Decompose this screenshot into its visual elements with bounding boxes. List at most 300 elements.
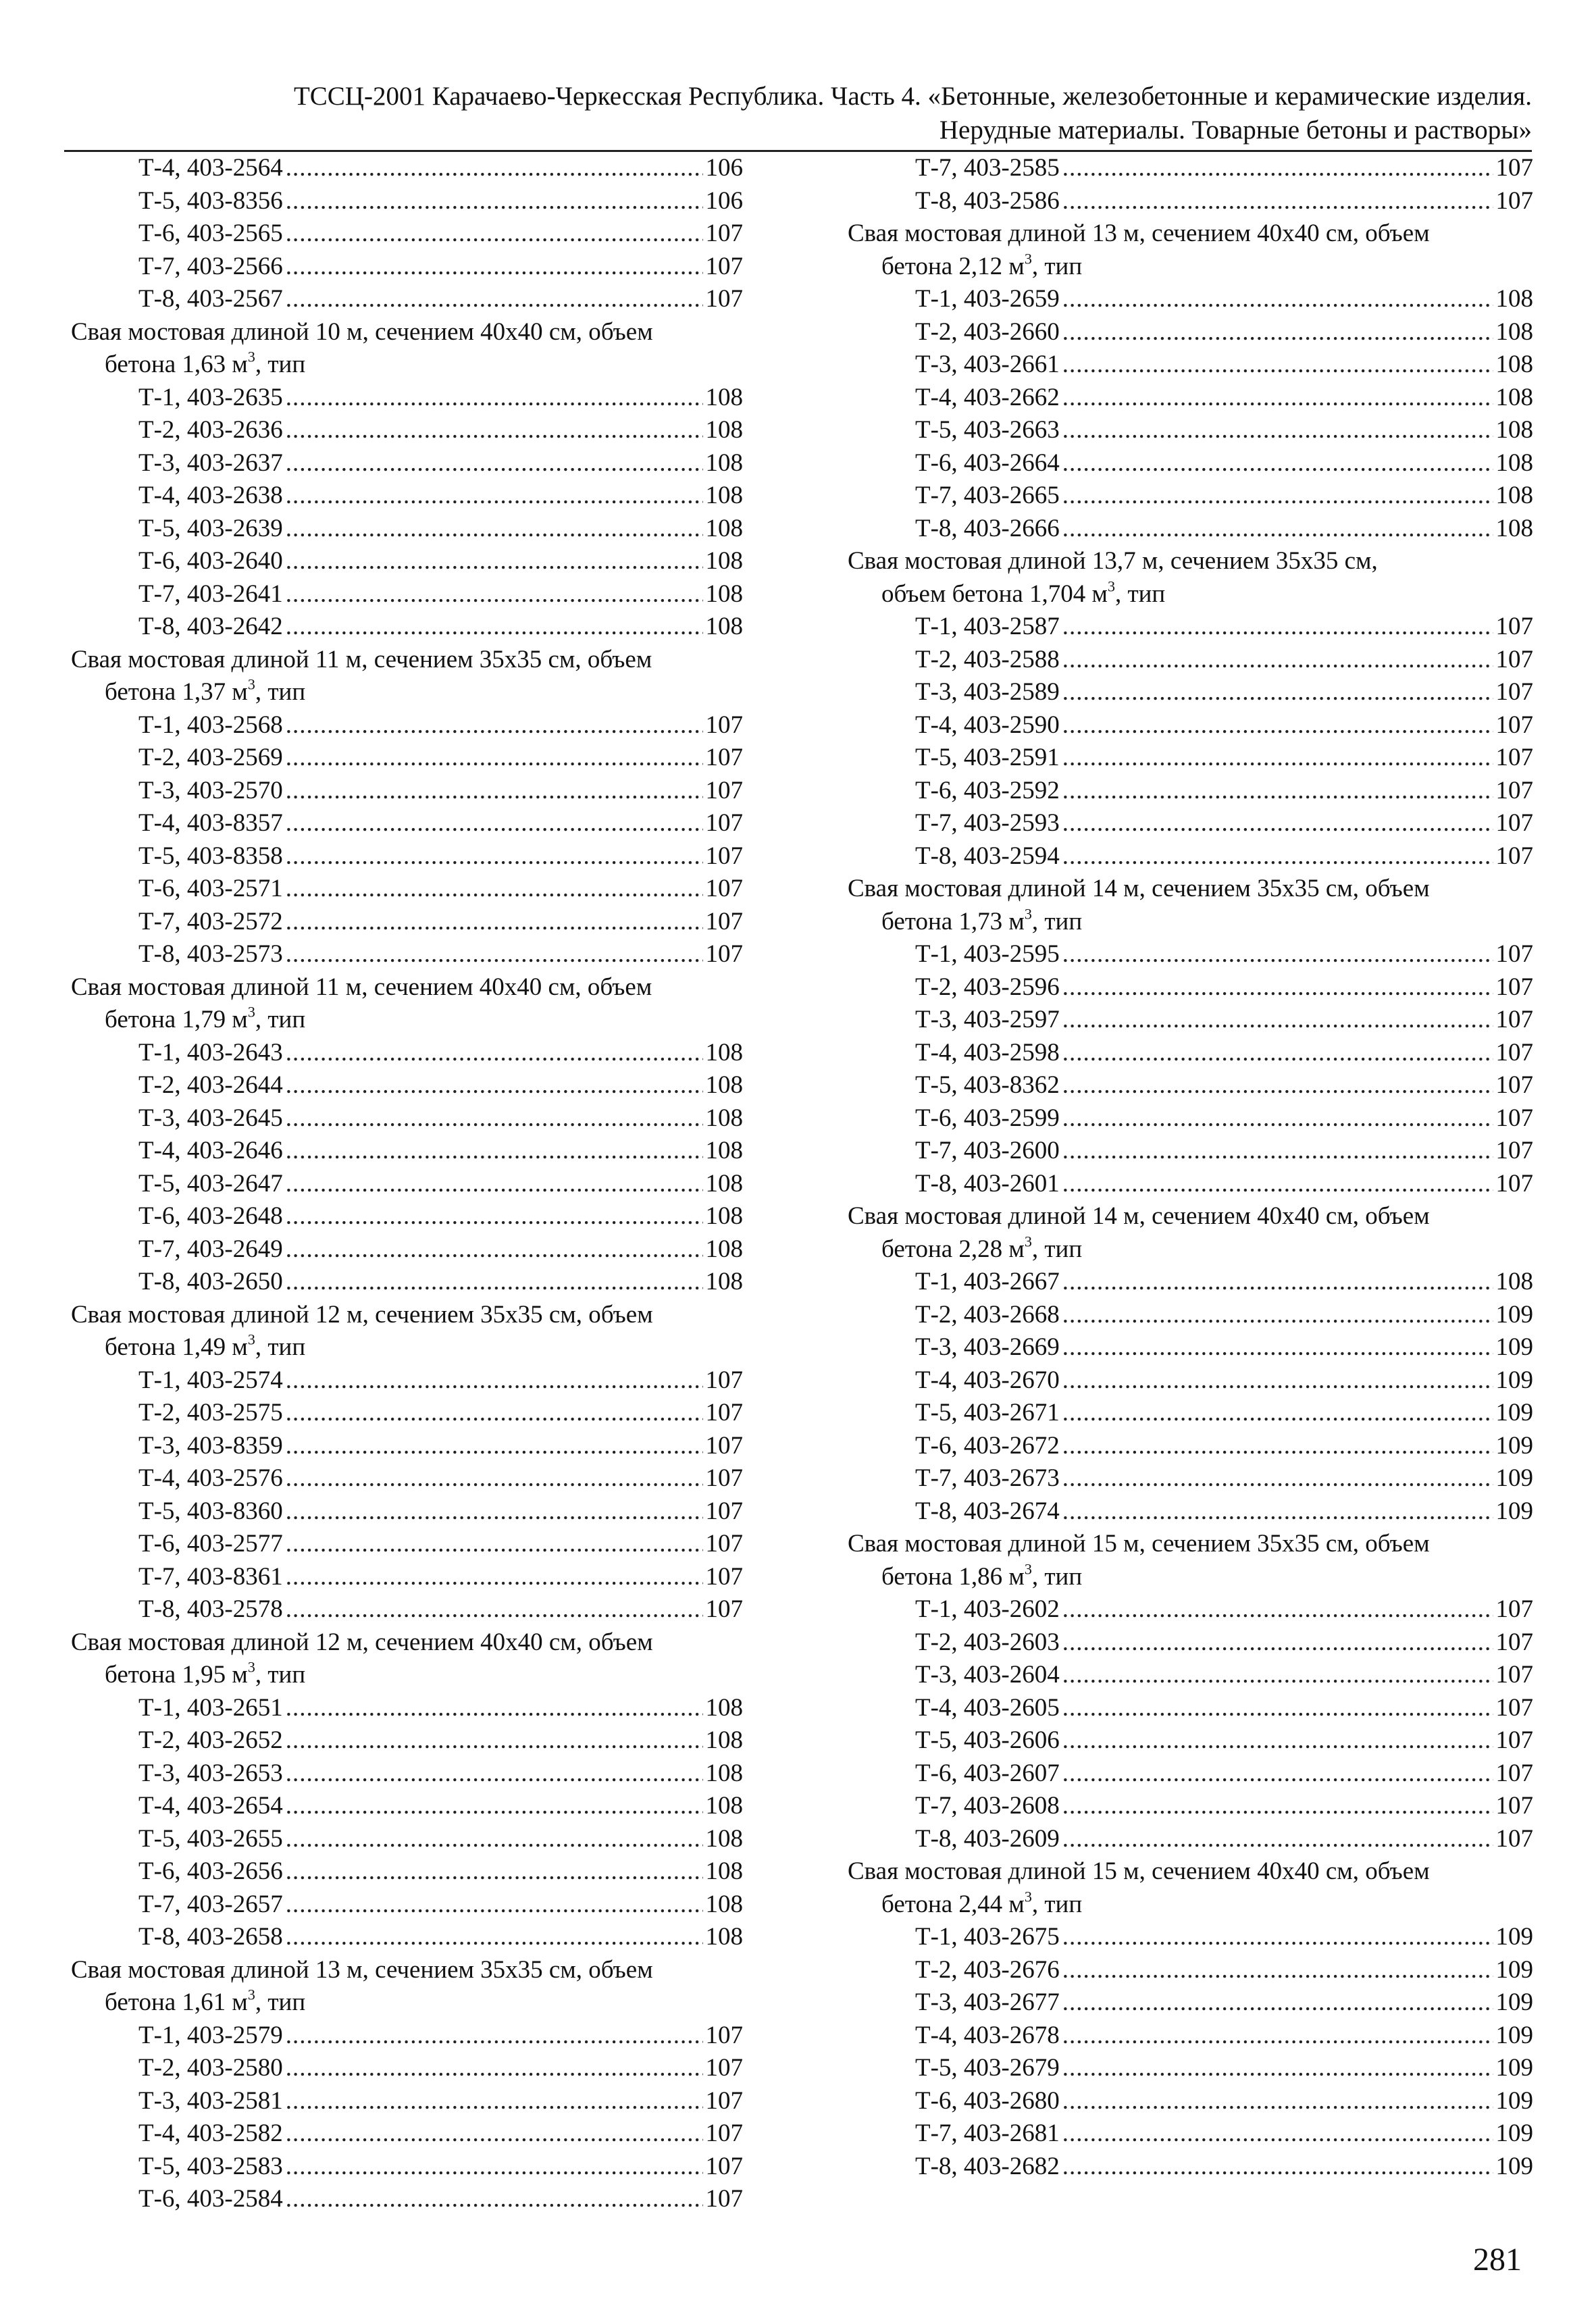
dot-leader (1062, 1462, 1493, 1495)
entry-code: Т-4, 403-2654 (138, 1792, 283, 1820)
index-entry (71, 709, 743, 742)
dot-leader (1062, 2052, 1493, 2085)
entry-code: Т-4, 403-2670 (915, 1366, 1060, 1394)
index-entry (71, 185, 743, 218)
running-header (64, 76, 1532, 152)
dot-leader (286, 1102, 703, 1135)
entry-code: Т-5, 403-8358 (138, 842, 283, 870)
dot-leader (1062, 1069, 1493, 1102)
entry-page-number: 108 (1495, 285, 1533, 313)
dot-leader (286, 1528, 703, 1561)
entry-page-number: 109 (1495, 1431, 1533, 1460)
entry-page-number: 107 (705, 1595, 743, 1623)
index-entry (71, 1495, 743, 1528)
dot-leader (1062, 185, 1493, 218)
index-entry (71, 513, 743, 546)
dot-leader (1062, 283, 1493, 316)
entry-page-number: 106 (705, 154, 743, 182)
entry-page-number: 108 (705, 383, 743, 411)
index-entry (71, 217, 743, 251)
index-entry (848, 2052, 1533, 2085)
section-title: Свая мостовая длиной 13,7 м, сечением 35х35 см, (848, 547, 1378, 575)
index-entry (71, 1397, 743, 1430)
section-title-text: бетона 1,79 м (105, 1006, 248, 1033)
section-title-text: бетона 2,44 м (881, 1890, 1025, 1918)
cubic-superscript: 3 (1107, 577, 1115, 595)
entry-code: Т-5, 403-2583 (138, 2152, 283, 2180)
index-entry (71, 382, 743, 415)
dot-leader (286, 382, 703, 415)
entry-page-number: 108 (1495, 351, 1533, 378)
entry-page-number: 108 (705, 1824, 743, 1853)
section-title: Свая мостовая длиной 14 м, сечением 35х35 см, объем (848, 875, 1430, 902)
index-entry (71, 480, 743, 513)
entry-code: Т-3, 403-2637 (138, 448, 283, 477)
entry-code: Т-2, 403-2575 (138, 1399, 283, 1426)
dot-leader (1062, 1168, 1493, 1201)
index-entry (848, 1266, 1533, 1299)
index-entry (848, 742, 1533, 775)
cubic-superscript: 3 (247, 1658, 255, 1676)
index-entry (71, 611, 743, 644)
entry-code: Т-1, 403-2667 (915, 1268, 1060, 1295)
entry-code: Т-7, 403-2665 (915, 482, 1060, 509)
entry-code: Т-7, 403-2566 (138, 252, 283, 280)
dot-leader (1062, 349, 1493, 382)
dot-leader (286, 283, 703, 316)
entry-code: Т-5, 403-2606 (915, 1726, 1060, 1754)
entry-page-number: 107 (705, 1530, 743, 1558)
index-entry (848, 1593, 1533, 1626)
section-title-continued (71, 1331, 743, 1364)
dot-leader (1062, 1135, 1493, 1168)
entry-page-number: 107 (1495, 186, 1533, 215)
section-title: Свая мостовая длиной 13 м, сечением 35х35 см, объем (71, 1955, 653, 1984)
dot-leader (1062, 414, 1493, 447)
index-entry (71, 578, 743, 611)
entry-page-number: 107 (705, 1431, 743, 1460)
index-entry (71, 807, 743, 840)
dot-leader (1062, 1724, 1493, 1757)
dot-leader (286, 1266, 703, 1299)
entry-code: Т-8, 403-2586 (915, 186, 1060, 215)
entry-code: Т-6, 403-2599 (915, 1104, 1060, 1132)
index-entry (848, 1790, 1533, 1823)
entry-page-number: 107 (1495, 1628, 1533, 1656)
entry-code: Т-6, 403-2640 (138, 547, 283, 575)
index-entry (71, 152, 743, 185)
entry-code: Т-8, 403-2567 (138, 285, 283, 313)
dot-leader (1062, 2020, 1493, 2053)
index-column-left (71, 152, 743, 2216)
index-entry (848, 1954, 1533, 1987)
entry-code: Т-1, 403-2651 (138, 1693, 283, 1722)
index-entry (71, 938, 743, 971)
index-entry (71, 545, 743, 578)
section-title-text: бетона 1,73 м (881, 907, 1025, 935)
dot-leader (286, 1692, 703, 1725)
index-entry (71, 2052, 743, 2085)
index-entry (71, 906, 743, 939)
dot-leader (1062, 1954, 1493, 1987)
dot-leader (286, 1397, 703, 1430)
entry-page-number: 107 (1495, 645, 1533, 673)
entry-page-number: 107 (1495, 1595, 1533, 1623)
index-entry (848, 1102, 1533, 1135)
entry-code: Т-4, 403-2662 (915, 383, 1060, 411)
entry-code: Т-3, 403-2669 (915, 1333, 1060, 1361)
entry-page-number: 107 (1495, 1038, 1533, 1066)
index-entry (848, 611, 1533, 644)
cubic-superscript: 3 (247, 348, 255, 365)
entry-page-number: 107 (705, 2021, 743, 2049)
entry-page-number: 108 (1495, 514, 1533, 542)
entry-page-number: 107 (1495, 711, 1533, 739)
index-entry (71, 414, 743, 447)
dot-leader (286, 1069, 703, 1102)
entry-page-number: 107 (705, 1464, 743, 1492)
entry-page-number: 107 (705, 842, 743, 870)
entry-page-number: 109 (1495, 1366, 1533, 1394)
entry-page-number: 108 (705, 1235, 743, 1263)
dot-leader (1062, 1659, 1493, 1692)
entry-page-number: 107 (705, 744, 743, 771)
dot-leader (286, 709, 703, 742)
section-title-continued (848, 1233, 1533, 1266)
entry-page-number: 107 (705, 2086, 743, 2115)
entry-page-number: 108 (705, 1792, 743, 1820)
index-entry (71, 1855, 743, 1888)
dot-leader (286, 938, 703, 971)
entry-page-number: 108 (1495, 317, 1533, 346)
entry-page-number: 107 (705, 2185, 743, 2213)
dot-leader (286, 2020, 703, 2053)
entry-page-number: 107 (1495, 154, 1533, 182)
dot-leader (1062, 709, 1493, 742)
entry-code: Т-1, 403-2675 (915, 1923, 1060, 1951)
dot-leader (1062, 1593, 1493, 1626)
entry-page-number: 107 (705, 252, 743, 280)
dot-leader (286, 513, 703, 546)
cubic-superscript: 3 (247, 675, 255, 693)
entry-page-number: 108 (705, 482, 743, 509)
entry-page-number: 108 (705, 1857, 743, 1885)
index-entry (71, 2151, 743, 2184)
dot-leader (1062, 1102, 1493, 1135)
dot-leader (1062, 1823, 1493, 1856)
entry-page-number: 107 (705, 285, 743, 313)
index-entry (71, 1037, 743, 1070)
section-title-text: бетона 1,49 м (105, 1333, 248, 1361)
entry-page-number: 107 (705, 1497, 743, 1525)
dot-leader (1062, 2151, 1493, 2184)
entry-code: Т-6, 403-2571 (138, 875, 283, 902)
entry-page-number: 108 (705, 547, 743, 575)
entry-code: Т-1, 403-2659 (915, 285, 1060, 313)
cubic-superscript: 3 (1024, 1888, 1032, 1905)
dot-leader (286, 1233, 703, 1266)
entry-code: Т-3, 403-2645 (138, 1104, 283, 1132)
dot-leader (286, 480, 703, 513)
index-entry (848, 938, 1533, 971)
dot-leader (286, 2117, 703, 2151)
entry-code: Т-3, 403-2661 (915, 351, 1060, 378)
index-entry (71, 742, 743, 775)
dot-leader (1062, 447, 1493, 480)
header-line-1: ТССЦ-2001 Карачаево-Черкесская Республика. Часть 4. «Бетонные, железобетонные и керамические изделия. (293, 82, 1532, 111)
section-title: Свая мостовая длиной 11 м, сечением 35х35 см, объем (71, 645, 652, 673)
entry-code: Т-3, 403-8359 (138, 1431, 283, 1460)
index-entry (848, 316, 1533, 349)
entry-page-number: 108 (1495, 416, 1533, 444)
index-entry (848, 1823, 1533, 1856)
index-entry (71, 2183, 743, 2216)
section-title-text: бетона 1,63 м (105, 351, 248, 378)
entry-page-number: 109 (1495, 2054, 1533, 2082)
entry-code: Т-7, 403-2681 (915, 2119, 1060, 2147)
cubic-superscript: 3 (247, 1331, 255, 1348)
entry-page-number: 107 (1495, 809, 1533, 837)
page-number: 281 (1473, 2242, 1522, 2278)
index-entry (848, 1299, 1533, 1332)
entry-code: Т-8, 403-2658 (138, 1923, 283, 1951)
entry-code: Т-7, 403-2649 (138, 1235, 283, 1263)
entry-page-number: 107 (1495, 613, 1533, 640)
section-title-text: бетона 1,61 м (105, 1988, 248, 2016)
entry-page-number: 109 (1495, 2119, 1533, 2147)
index-entry (71, 283, 743, 316)
section-title: Свая мостовая длиной 12 м, сечением 40х40 см, объем (71, 1628, 653, 1656)
entry-code: Т-2, 403-2588 (915, 645, 1060, 673)
index-entry (848, 1135, 1533, 1168)
entry-code: Т-7, 403-2600 (915, 1137, 1060, 1164)
entry-page-number: 108 (705, 1759, 743, 1787)
section-title-text: бетона 2,12 м (881, 252, 1025, 280)
dot-leader (286, 1888, 703, 1922)
section-title-text: бетона 1,95 м (105, 1661, 248, 1689)
entry-code: Т-7, 403-2585 (915, 154, 1060, 182)
dot-leader (286, 1168, 703, 1201)
dot-leader (286, 1724, 703, 1757)
entry-code: Т-8, 403-2601 (915, 1169, 1060, 1198)
entry-page-number: 109 (1495, 1300, 1533, 1329)
dot-leader (286, 840, 703, 873)
entry-page-number: 107 (1495, 744, 1533, 771)
index-entry (71, 1462, 743, 1495)
entry-code: Т-3, 403-2581 (138, 2086, 283, 2115)
entry-page-number: 109 (1495, 1955, 1533, 1984)
section-title: Свая мостовая длиной 11 м, сечением 40х40 см, объем (71, 973, 652, 1001)
dot-leader (1062, 807, 1493, 840)
entry-code: Т-4, 403-2646 (138, 1137, 283, 1164)
entry-page-number: 108 (705, 1923, 743, 1951)
index-entry (848, 1626, 1533, 1660)
entry-page-number: 108 (705, 1890, 743, 1918)
section-title-suffix: , тип (1031, 1235, 1083, 1263)
dot-leader (1062, 382, 1493, 415)
entry-page-number: 107 (705, 809, 743, 837)
entry-code: Т-8, 403-2594 (915, 842, 1060, 870)
dot-leader (286, 1364, 703, 1397)
section-title-continued (848, 251, 1533, 284)
index-entry (848, 1724, 1533, 1757)
index-entry (848, 1692, 1533, 1725)
entry-page-number: 107 (1495, 1759, 1533, 1787)
dot-leader (286, 447, 703, 480)
dot-leader (1062, 1757, 1493, 1791)
dot-leader (1062, 2117, 1493, 2151)
index-entry (848, 1986, 1533, 2020)
dot-leader (286, 873, 703, 906)
entry-code: Т-8, 403-2609 (915, 1824, 1060, 1853)
entry-code: Т-3, 403-2677 (915, 1988, 1060, 2016)
entry-page-number: 109 (1495, 2152, 1533, 2180)
entry-page-number: 108 (1495, 383, 1533, 411)
index-entry (848, 2117, 1533, 2151)
entry-page-number: 108 (705, 514, 743, 542)
dot-leader (1062, 1331, 1493, 1364)
index-entry (848, 1495, 1533, 1528)
entry-code: Т-6, 403-2607 (915, 1759, 1060, 1787)
dot-leader (1062, 1626, 1493, 1660)
entry-page-number: 107 (705, 2152, 743, 2180)
dot-leader (1062, 1037, 1493, 1070)
index-entry (71, 775, 743, 808)
entry-code: Т-8, 403-2674 (915, 1497, 1060, 1525)
index-entry (848, 1364, 1533, 1397)
index-entry (848, 2085, 1533, 2118)
dot-leader (286, 906, 703, 939)
entry-code: Т-5, 403-2647 (138, 1169, 283, 1198)
index-entry (71, 2020, 743, 2053)
dot-leader (286, 2183, 703, 2216)
entry-page-number: 107 (1495, 973, 1533, 1001)
cubic-superscript: 3 (1024, 1560, 1032, 1578)
index-entry (848, 349, 1533, 382)
section-title: Свая мостовая длиной 10 м, сечением 40х40 см, объем (71, 317, 653, 346)
entry-code: Т-7, 403-2673 (915, 1464, 1060, 1492)
section-title-continued (848, 1888, 1533, 1922)
entry-page-number: 109 (1495, 2086, 1533, 2115)
entry-code: Т-6, 403-2656 (138, 1857, 283, 1885)
index-entry (71, 1724, 743, 1757)
entry-code: Т-6, 403-2565 (138, 220, 283, 247)
entry-code: Т-5, 403-2639 (138, 514, 283, 542)
entry-code: Т-4, 403-2605 (915, 1693, 1060, 1722)
index-entry (848, 447, 1533, 480)
index-entry (71, 447, 743, 480)
section-title-suffix: , тип (1031, 1562, 1083, 1591)
index-entry (71, 1364, 743, 1397)
section-title-continued (71, 1986, 743, 2020)
dot-leader (286, 545, 703, 578)
entry-page-number: 107 (1495, 1824, 1533, 1853)
section-title-continued (848, 906, 1533, 939)
index-entry (848, 840, 1533, 873)
entry-code: Т-8, 403-2682 (915, 2152, 1060, 2180)
section-title-text: объем бетона 1,704 м (881, 580, 1108, 608)
dot-leader (286, 1135, 703, 1168)
entry-code: Т-2, 403-2652 (138, 1726, 283, 1754)
entry-code: Т-3, 403-2653 (138, 1759, 283, 1787)
index-entry (848, 513, 1533, 546)
index-entry (71, 1233, 743, 1266)
dot-leader (286, 2151, 703, 2184)
index-entry (848, 2151, 1533, 2184)
entry-code: Т-6, 403-2592 (915, 776, 1060, 804)
section-title-suffix: , тип (1031, 252, 1083, 280)
dot-leader (286, 251, 703, 284)
entry-page-number: 107 (1495, 1792, 1533, 1820)
dot-leader (286, 1593, 703, 1626)
entry-page-number: 107 (705, 776, 743, 804)
section-title-text: бетона 2,28 м (881, 1235, 1025, 1263)
section-title: Свая мостовая длиной 14 м, сечением 40х40 см, объем (848, 1202, 1430, 1230)
dot-leader (286, 775, 703, 808)
entry-page-number: 108 (705, 1137, 743, 1164)
dot-leader (286, 2085, 703, 2118)
cubic-superscript: 3 (1024, 1233, 1032, 1250)
entry-page-number: 108 (705, 1038, 743, 1066)
entry-code: Т-1, 403-2602 (915, 1595, 1060, 1623)
index-entry (71, 1069, 743, 1102)
entry-code: Т-4, 403-2678 (915, 2021, 1060, 2049)
dot-leader (1062, 1430, 1493, 1463)
entry-page-number: 107 (1495, 1693, 1533, 1722)
entry-code: Т-3, 403-2597 (915, 1006, 1060, 1033)
index-entry (848, 1921, 1533, 1954)
entry-code: Т-3, 403-2570 (138, 776, 283, 804)
index-entry (848, 1037, 1533, 1070)
entry-page-number: 108 (705, 1726, 743, 1754)
entry-code: Т-2, 403-2580 (138, 2054, 283, 2082)
entry-code: Т-5, 403-2671 (915, 1399, 1060, 1426)
entry-code: Т-1, 403-2595 (915, 940, 1060, 968)
dot-leader (286, 1757, 703, 1791)
entry-code: Т-2, 403-2596 (915, 973, 1060, 1001)
section-title-continued (71, 1004, 743, 1037)
entry-code: Т-4, 403-2564 (138, 154, 283, 182)
dot-leader (286, 807, 703, 840)
section-title: Свая мостовая длиной 15 м, сечением 35х35 см, объем (848, 1530, 1430, 1558)
index-entry (848, 775, 1533, 808)
dot-leader (1062, 611, 1493, 644)
index-entry (848, 1331, 1533, 1364)
dot-leader (286, 414, 703, 447)
index-entry (71, 1921, 743, 1954)
entry-page-number: 107 (705, 2119, 743, 2147)
index-entry (848, 971, 1533, 1004)
section-title: Свая мостовая длиной 13 м, сечением 40х40 см, объем (848, 220, 1430, 247)
index-entry (71, 1102, 743, 1135)
section-title-text: бетона 1,86 м (881, 1562, 1025, 1591)
entry-code: Т-2, 403-2569 (138, 744, 283, 771)
dot-leader (1062, 742, 1493, 775)
entry-page-number: 108 (705, 416, 743, 444)
dot-leader (1062, 513, 1493, 546)
index-entry (848, 807, 1533, 840)
entry-code: Т-7, 403-2608 (915, 1792, 1060, 1820)
entry-code: Т-8, 403-2642 (138, 613, 283, 640)
entry-code: Т-4, 403-2638 (138, 482, 283, 509)
entry-code: Т-6, 403-2672 (915, 1431, 1060, 1460)
entry-page-number: 107 (705, 1562, 743, 1591)
entry-page-number: 107 (705, 220, 743, 247)
dot-leader (286, 1823, 703, 1856)
entry-code: Т-2, 403-2603 (915, 1628, 1060, 1656)
entry-page-number: 107 (1495, 1169, 1533, 1198)
dot-leader (1062, 775, 1493, 808)
